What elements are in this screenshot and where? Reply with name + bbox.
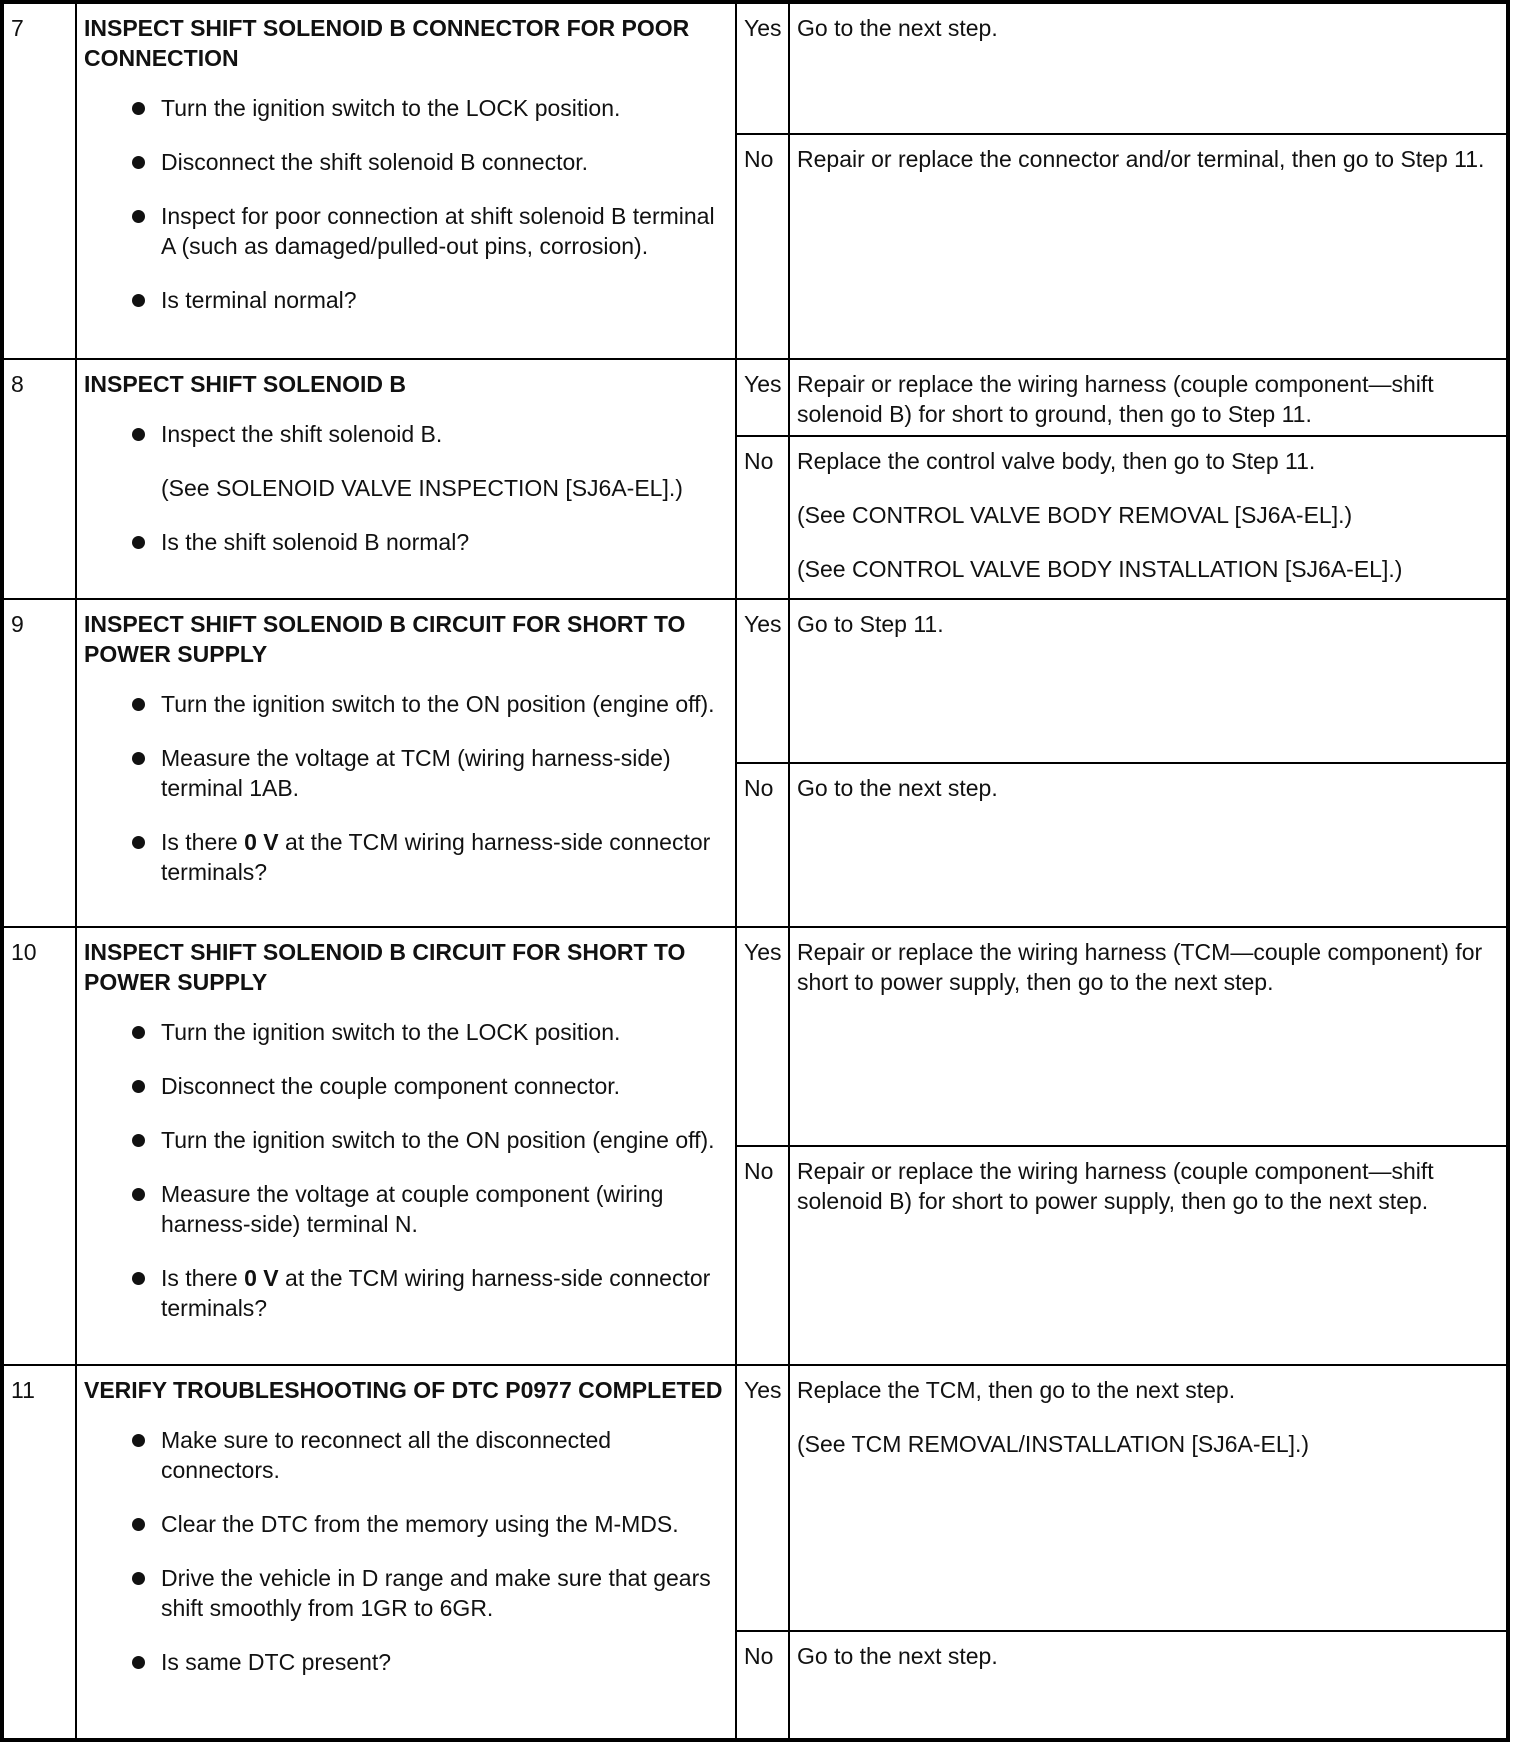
check-list: [84, 1017, 728, 1323]
answer-no-label: No: [736, 1631, 789, 1740]
bullet-icon: [132, 156, 145, 169]
check-list: [84, 419, 728, 557]
result-text: Go to the next step.: [797, 15, 998, 41]
step-title: VERIFY TROUBLESHOOTING OF DTC P0977 COMPLETED: [84, 1377, 723, 1403]
result-no: [789, 1631, 1508, 1740]
step-action: [76, 359, 736, 599]
result-text: Repair or replace the wiring harness (TCM—couple component) for short to power supply, then go to the next step.: [797, 939, 1483, 995]
check-list: [84, 689, 728, 887]
bullet-icon: [132, 1434, 145, 1447]
answer-yes-label: Yes: [736, 2, 789, 134]
step-title: INSPECT SHIFT SOLENOID B: [84, 371, 407, 397]
result-text: Repair or replace the wiring harness (couple component—shift solenoid B) for short to ground, then go to Step 11.: [797, 371, 1434, 427]
step-action: [76, 1365, 736, 1740]
answer-no-label: No: [736, 763, 789, 927]
step-number: 10: [2, 927, 76, 1365]
bullet-icon: [132, 536, 145, 549]
bullet-icon: [132, 1656, 145, 1669]
step-10-yes-row: [2, 927, 1508, 1146]
answer-yes-label: Yes: [736, 1365, 789, 1631]
check-item: Is there 0 V at the TCM wiring harness-side connector terminals?: [84, 827, 728, 887]
result-yes: [789, 927, 1508, 1146]
result-yes: [789, 599, 1508, 763]
step-11-yes-row: [2, 1365, 1508, 1631]
answer-no-label: No: [736, 1146, 789, 1365]
step-number: 9: [2, 599, 76, 927]
check-item: Is there 0 V at the TCM wiring harness-side connector terminals?: [84, 1263, 728, 1323]
check-item: Is the shift solenoid B normal?: [84, 527, 728, 557]
check-item: Measure the voltage at TCM (wiring harness-side) terminal 1AB.: [84, 743, 728, 803]
check-item: Turn the ignition switch to the LOCK position.: [84, 1017, 728, 1047]
result-yes: [789, 2, 1508, 134]
answer-yes-label: Yes: [736, 599, 789, 763]
step-action: [76, 599, 736, 927]
result-no: [789, 134, 1508, 359]
result-yes: [789, 359, 1508, 436]
check-list: [84, 1425, 728, 1677]
answer-yes-label: Yes: [736, 359, 789, 436]
step-number: 7: [2, 2, 76, 359]
check-item: Measure the voltage at couple component (wiring harness-side) terminal N.: [84, 1179, 728, 1239]
bullet-icon: [132, 1518, 145, 1531]
check-item: Turn the ignition switch to the ON position (engine off).: [84, 689, 728, 719]
bullet-icon: [132, 1080, 145, 1093]
check-item: Is terminal normal?: [84, 285, 728, 315]
bullet-icon: [132, 836, 145, 849]
step-9-yes-row: [2, 599, 1508, 763]
check-item: Turn the ignition switch to the LOCK position.: [84, 93, 728, 123]
reference-note: (See CONTROL VALVE BODY INSTALLATION [SJ6A-EL].): [797, 556, 1403, 582]
step-number: 11: [2, 1365, 76, 1740]
step-action: [76, 2, 736, 359]
check-item: Disconnect the shift solenoid B connector.: [84, 147, 728, 177]
step-number: 8: [2, 359, 76, 599]
bullet-icon: [132, 1272, 145, 1285]
check-item: Is same DTC present?: [84, 1647, 728, 1677]
step-7-yes-row: [2, 2, 1508, 134]
reference-note: (See CONTROL VALVE BODY REMOVAL [SJ6A-EL].): [797, 502, 1353, 528]
result-text: Go to the next step.: [797, 775, 998, 801]
answer-no-label: No: [736, 134, 789, 359]
step-action: [76, 927, 736, 1365]
check-item: Inspect the shift solenoid B. (See SOLENOID VALVE INSPECTION [SJ6A-EL].): [84, 419, 728, 503]
answer-no-label: No: [736, 436, 789, 599]
result-text: Replace the control valve body, then go to Step 11.: [797, 448, 1316, 474]
bullet-icon: [132, 1572, 145, 1585]
step-title: INSPECT SHIFT SOLENOID B CIRCUIT FOR SHORT TO POWER SUPPLY: [84, 611, 686, 667]
reference-note: (See TCM REMOVAL/INSTALLATION [SJ6A-EL].): [797, 1431, 1310, 1457]
result-no: [789, 1146, 1508, 1365]
bullet-icon: [132, 698, 145, 711]
bullet-icon: [132, 102, 145, 115]
result-no: [789, 763, 1508, 927]
bullet-icon: [132, 752, 145, 765]
check-item: Make sure to reconnect all the disconnected connectors.: [84, 1425, 728, 1485]
check-item: Inspect for poor connection at shift solenoid B terminal A (such as damaged/pulled-out pins, corrosion).: [84, 201, 728, 261]
bullet-icon: [132, 210, 145, 223]
bullet-icon: [132, 1026, 145, 1039]
result-text: Go to the next step.: [797, 1643, 998, 1669]
check-item: Turn the ignition switch to the ON position (engine off).: [84, 1125, 728, 1155]
check-list: [84, 93, 728, 315]
result-yes: [789, 1365, 1508, 1631]
result-text: Repair or replace the connector and/or terminal, then go to Step 11.: [797, 146, 1485, 172]
check-item: Drive the vehicle in D range and make sure that gears shift smoothly from 1GR to 6GR.: [84, 1563, 728, 1623]
bullet-icon: [132, 294, 145, 307]
check-item: Clear the DTC from the memory using the M-MDS.: [84, 1509, 728, 1539]
reference-note: (See SOLENOID VALVE INSPECTION [SJ6A-EL].): [161, 475, 683, 501]
bullet-icon: [132, 1188, 145, 1201]
step-8-yes-row: [2, 359, 1508, 436]
result-text: Go to Step 11.: [797, 611, 944, 637]
result-text: Replace the TCM, then go to the next step.: [797, 1377, 1236, 1403]
step-title: INSPECT SHIFT SOLENOID B CONNECTOR FOR POOR CONNECTION: [84, 15, 690, 71]
check-item: Disconnect the couple component connector.: [84, 1071, 728, 1101]
result-text: Repair or replace the wiring harness (couple component—shift solenoid B) for short to power supply, then go to the next step.: [797, 1158, 1434, 1214]
result-no: [789, 436, 1508, 599]
bullet-icon: [132, 1134, 145, 1147]
step-title: INSPECT SHIFT SOLENOID B CIRCUIT FOR SHORT TO POWER SUPPLY: [84, 939, 686, 995]
bullet-icon: [132, 428, 145, 441]
answer-yes-label: Yes: [736, 927, 789, 1146]
